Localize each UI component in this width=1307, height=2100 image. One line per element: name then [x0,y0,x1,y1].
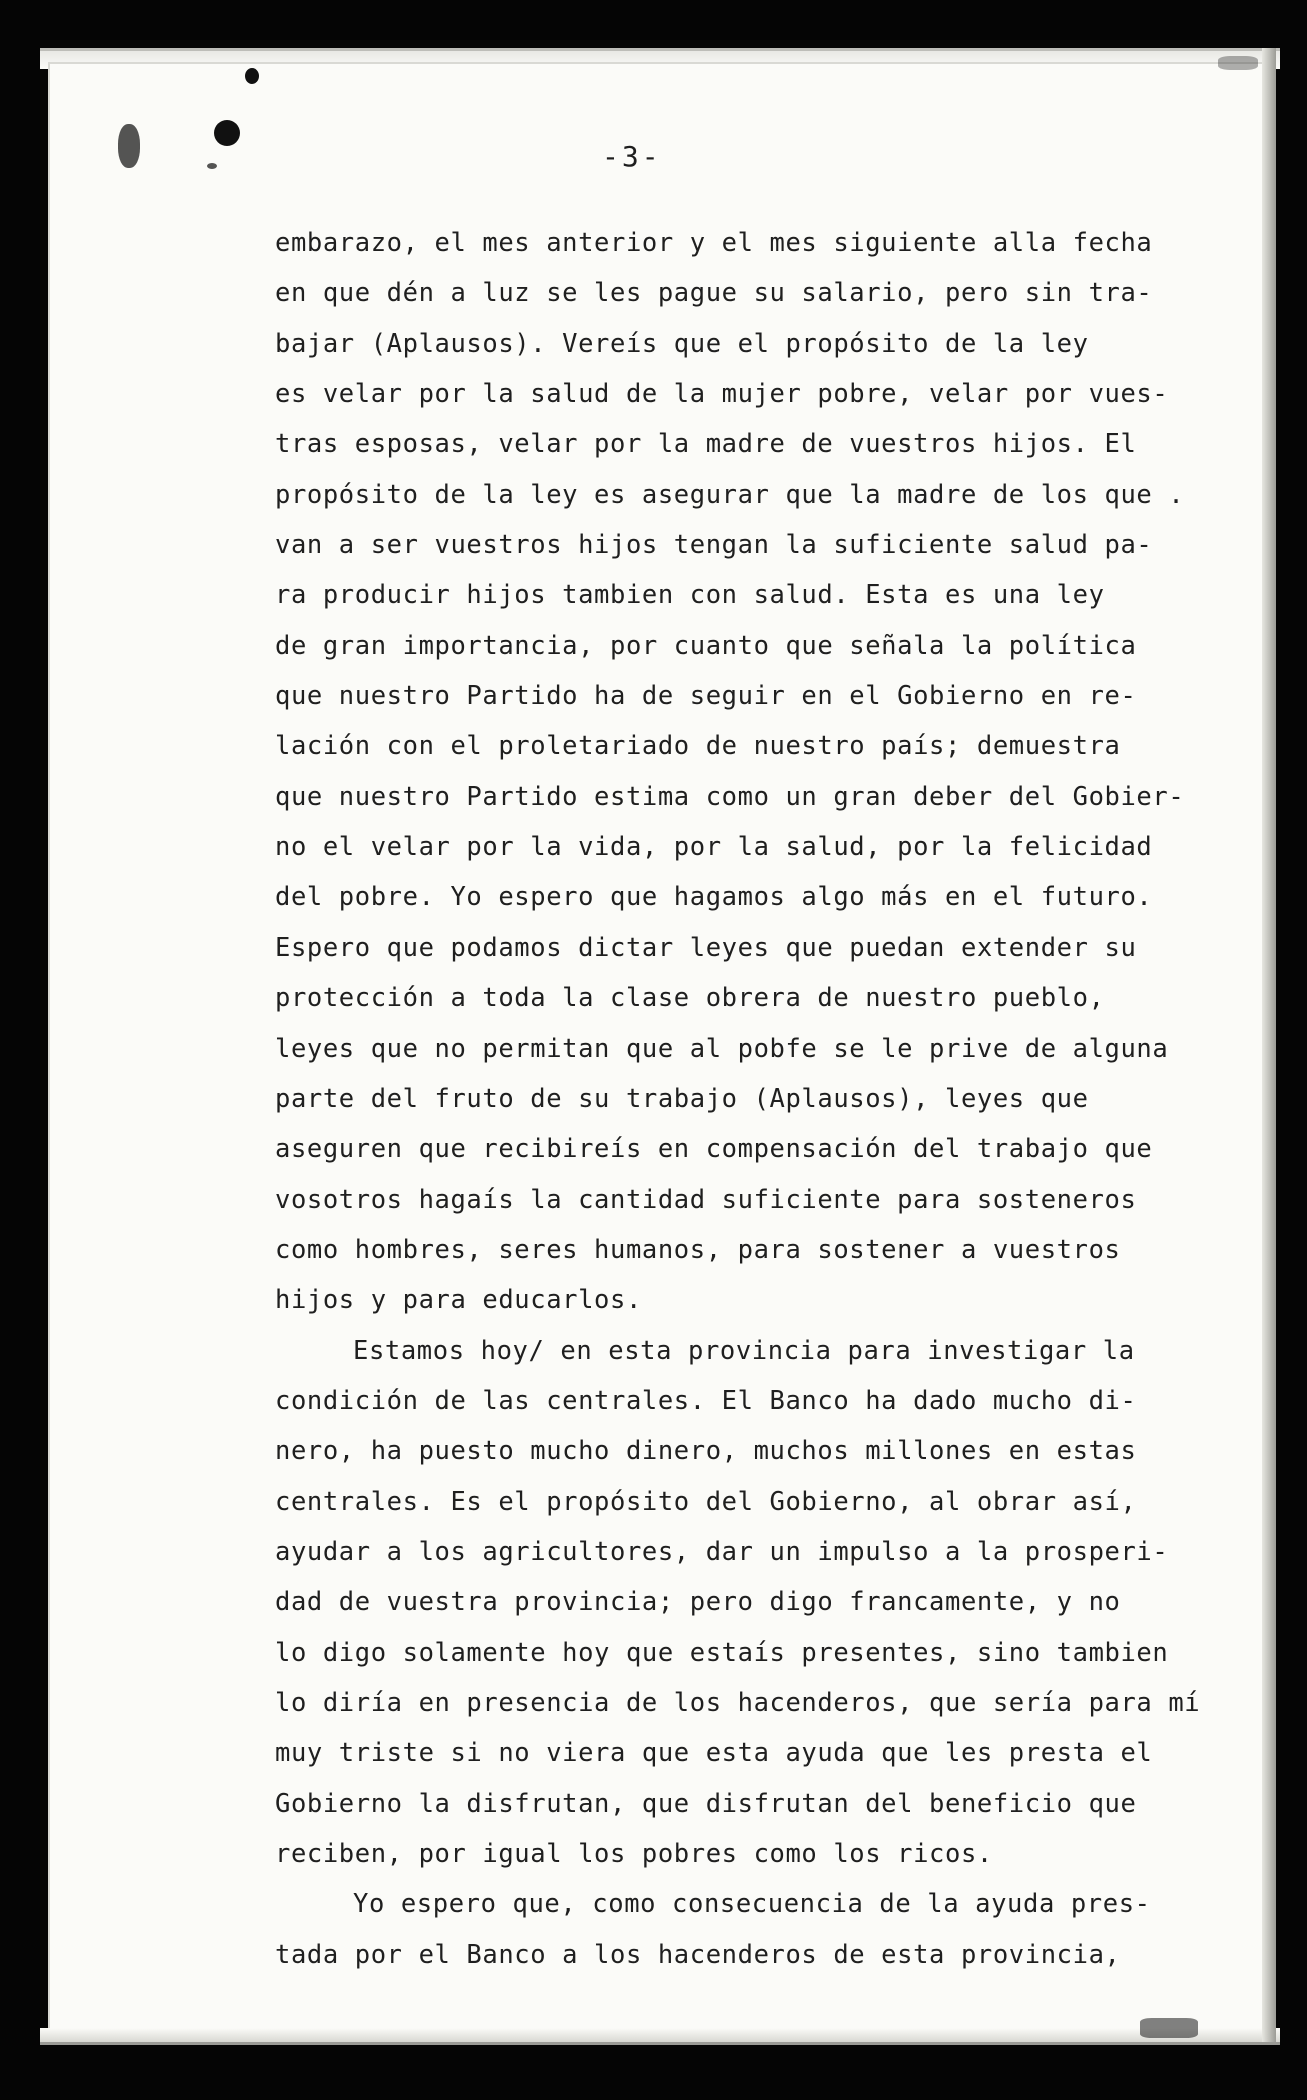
text-line: vosotros hagaís la cantidad suficiente para sosteneros [275,1184,1137,1215]
edge-smudge [1218,56,1258,70]
text-line: leyes que no permitan que al pobfe se le prive de alguna [275,1033,1169,1064]
text-line: tras esposas, velar por la madre de vuestros hijos. El [275,429,1137,460]
text-line: Estamos hoy/ en esta provincia para investigar la [353,1335,1135,1366]
punch-hole [214,120,240,146]
text-line: que nuestro Partido estima como un gran deber del Gobier- [275,781,1185,812]
text-line: tada por el Banco a los hacenderos de esta provincia, [275,1939,1121,1970]
text-line: Yo espero que, como consecuencia de la ayuda pres- [353,1889,1151,1920]
text-line: protección a toda la clase obrera de nuestro pueblo, [275,983,1105,1014]
text-line: lo digo solamente hoy que estaís presentes, sino tambien [275,1637,1169,1668]
text-line: reciben, por igual los pobres como los ricos. [275,1839,993,1869]
paper-right-edge [1262,48,1276,2042]
edge-smudge [1140,2018,1198,2038]
text-line: ayudar a los agricultores, dar un impulso a la prosperi- [275,1536,1169,1567]
text-line: nero, ha puesto mucho dinero, muchos millones en estas [275,1436,1137,1467]
text-line: Gobierno la disfrutan, que disfrutan del beneficio que [275,1788,1137,1819]
text-line: ra producir hijos tambien con salud. Esta es una ley [275,580,1105,611]
page-number: -3- [602,140,662,173]
text-line: bajar (Aplausos). Vereís que el propósito de la ley [275,328,1089,359]
text-line: de gran importancia, por cuanto que señala la política [275,630,1137,661]
text-line: lo diría en presencia de los hacenderos, que sería para mí [275,1687,1201,1718]
text-line: que nuestro Partido ha de seguir en el Gobierno en re- [275,681,1137,712]
text-line: condición de las centrales. El Banco ha dado mucho di- [275,1385,1137,1416]
text-line: embarazo, el mes anterior y el mes siguiente alla fecha [275,228,1153,258]
text-line: muy triste si no viera que esta ayuda que les presta el [275,1738,1153,1769]
text-line: del pobre. Yo espero que hagamos algo más en el futuro. [275,882,1153,913]
paper-bottom-edge [40,2028,1280,2045]
ink-smudge [118,124,140,168]
text-line: van a ser vuestros hijos tengan la suficiente salud pa- [275,530,1153,561]
text-line: no el velar por la vida, por la salud, por la felicidad [275,832,1153,863]
text-line: propósito de la ley es asegurar que la madre de los que . [275,479,1185,510]
text-line: hijos y para educarlos. [275,1285,642,1316]
text-line: como hombres, seres humanos, para sostener a vuestros [275,1234,1121,1265]
typed-body-text [275,218,1201,1980]
text-line: parte del fruto de su trabajo (Aplausos), leyes que [275,1083,1089,1114]
text-line: es velar por la salud de la mujer pobre, velar por vues- [275,379,1169,410]
text-line: dad de vuestra provincia; pero digo francamente, y no [275,1587,1121,1618]
text-line: aseguren que recibireís en compensación del trabajo que [275,1134,1153,1165]
text-line: en que dén a luz se les pague su salario, pero sin tra- [275,278,1153,309]
text-line: centrales. Es el propósito del Gobierno, al obrar así, [275,1486,1137,1517]
text-line: lación con el proletariado de nuestro país; demuestra [275,731,1121,762]
ink-speck [207,163,217,169]
punch-hole-small [245,68,259,84]
text-line: Espero que podamos dictar leyes que puedan extender su [275,932,1137,963]
